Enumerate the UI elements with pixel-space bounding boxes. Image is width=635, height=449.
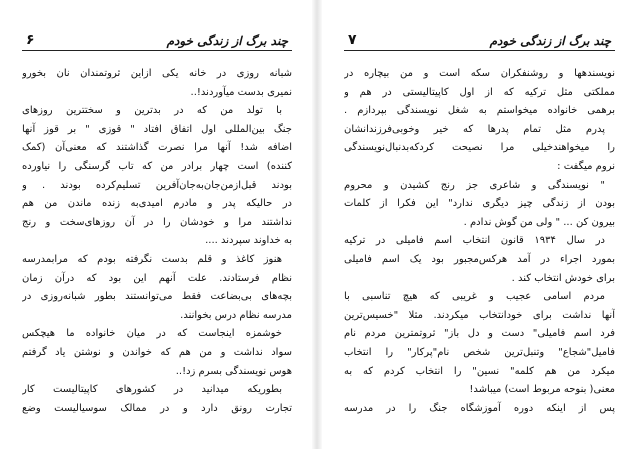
text-line: نویسندهها و روشنفکران سکه است و من بیچاره در bbox=[344, 68, 615, 79]
page-number: ۷ bbox=[348, 32, 357, 48]
text-line: معنی( بنوحه مربوط است) میباشد! bbox=[469, 384, 615, 396]
text-line: در سال ۱۹۳۴ قانون انتخاب اسم فامیلی در ترکیه bbox=[344, 235, 605, 247]
text-line: شبانه روزی در خانه یکی ازاین ثروتمندان نان بخورو bbox=[22, 68, 292, 79]
page-number: ۶ bbox=[26, 32, 35, 48]
left-page bbox=[0, 0, 312, 449]
text-line: اضافه شد! آنها مرا نصرت گذاشتند که معنی‌آن (کمک bbox=[22, 142, 292, 154]
text-line: نروم میگفت : bbox=[557, 160, 615, 172]
text-line: سواد نداشت و من هم که خواندن و نوشتن یاد گرفتم bbox=[22, 346, 292, 358]
text-line: مردم اسامی عجیب و غریبی که هیچ تناسبی با bbox=[344, 291, 605, 303]
text-line: به خداوند سپردند .... bbox=[205, 235, 292, 247]
text-line: را میخواهند‌خیلی مرا نصیحت کردکه‌بدنبال‌نویسندگی bbox=[344, 142, 615, 154]
text-line: پدرم مثل تمام پدرها که خیر وخوبی‌فرزندانشان bbox=[344, 123, 605, 135]
text-line: آنها نداشت برای خودانتخاب میکردند. مثلا "خسیس‌ترین bbox=[344, 309, 615, 321]
right-page bbox=[322, 0, 635, 449]
text-line: مملکتی مثل ترکیه که از اول کاپیتالیستی در هم و bbox=[344, 86, 615, 98]
text-line: فرد اسم فامیلی" دست و دل باز" ثروتمترین مردم نام bbox=[344, 328, 615, 340]
book-gutter bbox=[312, 0, 322, 449]
right-page-header bbox=[344, 30, 615, 51]
right-page-body bbox=[344, 65, 615, 418]
text-line: نداشتند مرا و خودشان را در آن روزهای‌سخت و رنج bbox=[22, 216, 292, 228]
text-line: با تولد من که در بدترین و سختترین روزهای bbox=[22, 105, 282, 117]
text-line: بچه‌های بی‌بضاعت فقط می‌توانستند بطور شبانه‌روزی در bbox=[22, 291, 292, 303]
text-line: هوس نویسندگی بسرم زد!.. bbox=[175, 365, 292, 377]
running-title: چند برگ از زندگی خودم bbox=[489, 34, 611, 48]
text-line: هنوز کاغذ و قلم بدست نگرفته بودم که مرابمدرسه bbox=[22, 253, 282, 265]
text-line: بودند قبل‌ازمن‌جان‌به‌جان‌آفرین تسلیم‌کرده بودند . و bbox=[22, 179, 292, 191]
text-line: پس از اینکه دوره آموزشگاه جنگ را در مدرسه bbox=[344, 402, 615, 414]
text-line: نظام فرستادند. علت آنهم این بود که درآن زمان bbox=[22, 272, 292, 284]
text-line: برای خودش انتخاب کند . bbox=[511, 272, 615, 284]
text-line: بمورد اجراء در آمد هرکس‌مجبور بود یک اسم فامیلی bbox=[344, 253, 615, 265]
text-line: میکرد من هم کلمه" نسین" را انتخاب کردم که به bbox=[344, 365, 615, 377]
text-line: مدرسه نظام درس بخوانند. bbox=[180, 309, 292, 321]
text-line: جنگ بین‌المللی اول اتفاق افتاد " قوزی " بر قوز آنها bbox=[22, 123, 292, 135]
text-line: تجارت رونق دارد و در ممالک سوسیالیست وضع bbox=[22, 402, 292, 414]
running-title: چند برگ از زندگی خودم bbox=[166, 34, 288, 48]
text-line: " نویسندگی و شاعری جز رنج کشیدن و محروم bbox=[344, 179, 605, 191]
text-line: بیرون کن ... " ولی من گوش ندادم . bbox=[463, 216, 615, 228]
text-line: نمیری بدست میآوردند!.. bbox=[190, 86, 292, 98]
text-line: در حالیکه پدر و مادرم امیدی‌به زنده ماندن من هم bbox=[22, 198, 292, 210]
left-page-body bbox=[22, 65, 292, 418]
text-line: خوشمزه اینجاست که در میان خانواده ما هیچکس bbox=[22, 328, 282, 340]
text-line: فامیل"شجاع" وتنبل‌ترین شخص نام"پرکار" را انتخاب bbox=[344, 346, 615, 358]
left-page-header bbox=[22, 30, 292, 51]
text-line: کننده) است چهار برادر من که تاب گرسنگی را نیاورده bbox=[22, 160, 292, 172]
text-line: بطوریکه میدانید در کشورهای کاپیتالیست کار bbox=[22, 384, 282, 396]
text-line: بودن از زندگی چیز دیگری ندارد" این فکرا از کلمات bbox=[344, 198, 615, 210]
text-line: برهمی خانواده میخواستم به شغل نویسندگی بپردازم . bbox=[344, 105, 615, 117]
